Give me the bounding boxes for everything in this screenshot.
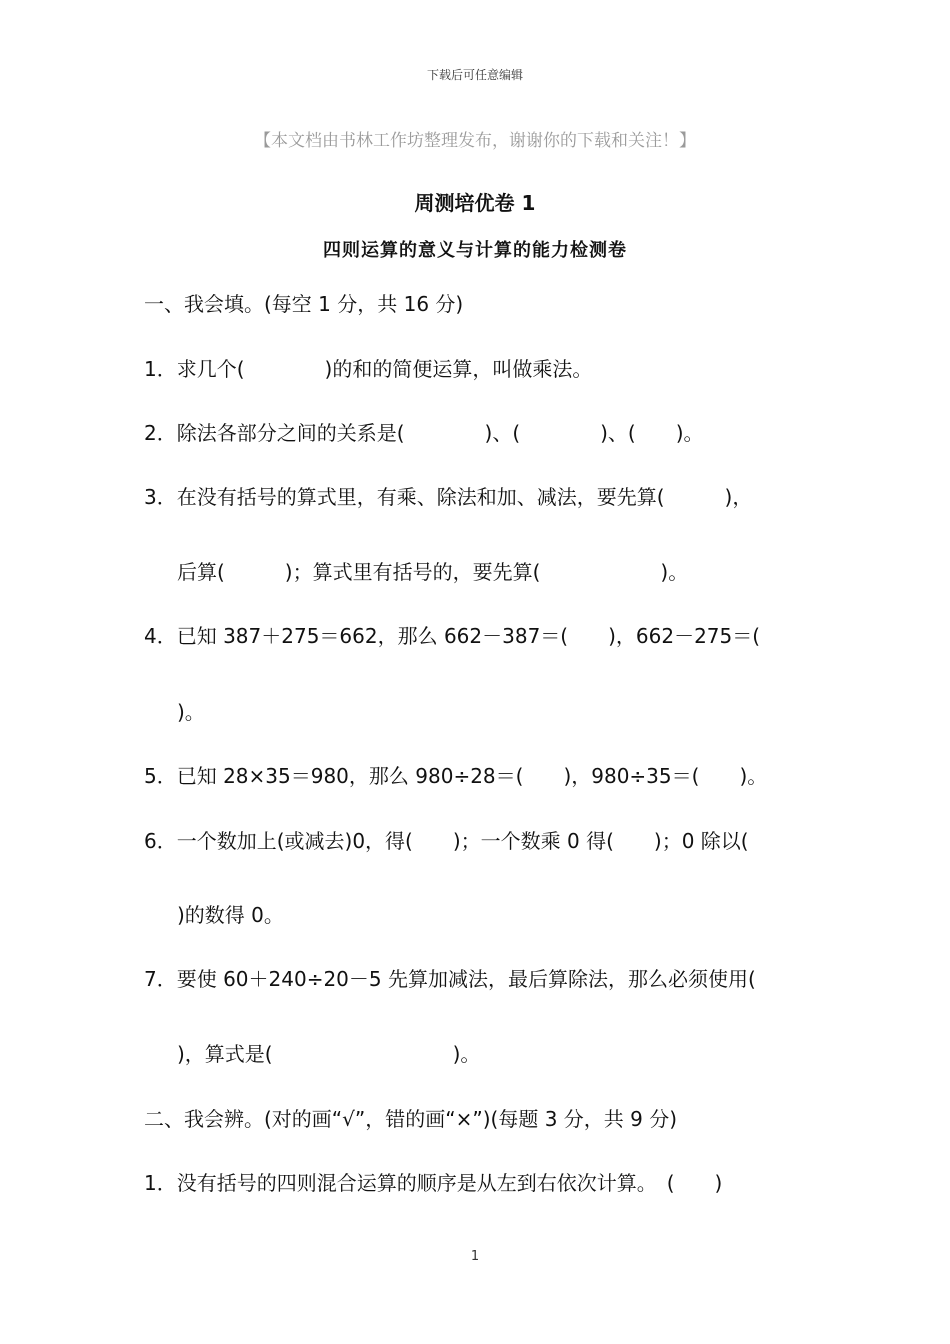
question-1-4: 4．已知 387＋275＝662，那么 662－387＝( )，662－275＝(: [144, 624, 761, 648]
question-1-3-continued: 后算( )；算式里有括号的，要先算( )。: [177, 560, 689, 584]
question-1-6: 6．一个数加上(或减去)0，得( )；一个数乘 0 得( )；0 除以(: [144, 829, 749, 853]
publisher-notice: 【本文档由书林工作坊整理发布，谢谢你的下载和关注！】: [254, 131, 696, 151]
question-1-6-continued: )的数得 0。: [177, 903, 284, 927]
question-2-1: 1．没有括号的四则混合运算的顺序是从左到右依次计算。 ( ): [144, 1171, 723, 1195]
section-2-heading: 二、我会辨。(对的画“√”，错的画“×”)(每题 3 分，共 9 分): [144, 1107, 678, 1131]
document-subtitle: 四则运算的意义与计算的能力检测卷: [323, 240, 627, 261]
question-1-1: 1．求几个( )的和的简便运算，叫做乘法。: [144, 357, 593, 381]
question-1-7: 7．要使 60＋240÷20－5 先算加减法，最后算除法，那么必须使用(: [144, 967, 756, 991]
question-1-5: 5．已知 28×35＝980，那么 980÷28＝( )，980÷35＝( )。: [144, 764, 768, 788]
document-title: 周测培优卷 1: [414, 191, 536, 215]
question-1-4-continued: )。: [177, 700, 205, 724]
question-1-3: 3．在没有括号的算式里，有乘、除法和加、减法，要先算( )，: [144, 485, 753, 509]
page-header: 下载后可任意编辑: [426, 68, 523, 82]
section-1-heading: 一、我会填。(每空 1 分，共 16 分): [144, 292, 464, 316]
page-number: 1: [470, 1249, 480, 1264]
question-1-7-continued: )，算式是( )。: [177, 1042, 481, 1066]
question-1-2: 2．除法各部分之间的关系是( )、( )、( )。: [144, 421, 704, 445]
